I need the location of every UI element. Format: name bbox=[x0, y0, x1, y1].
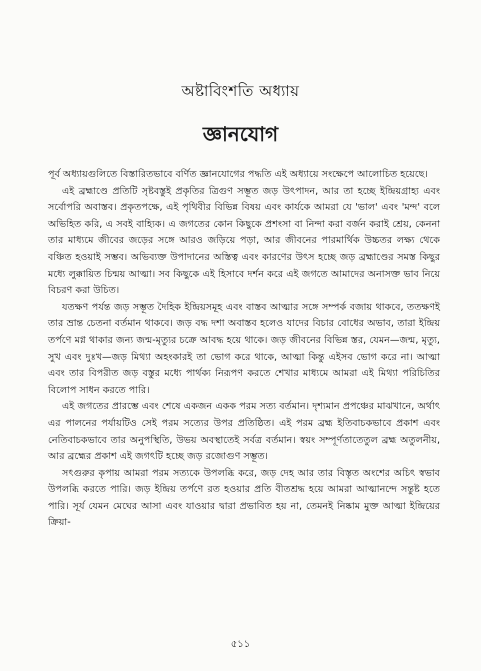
paragraph-intro: পূর্ব অধ্যায়গুলিতে বিস্তারিতভাবে বর্ণিত জ্ঞানযোগের পদ্ধতি এই অধ্যায়ে সংক্ষেপে আলোচিত হয়েছে। bbox=[48, 169, 428, 180]
paragraph: এই ব্রহ্মাণ্ডে প্রতিটি সৃষ্টবস্তুই প্রকৃতির ত্রিগুণ সম্ভূত জড় উৎপাদন, আর তা হচ্ছে ইন্দ্রিয়গ্রাহ্য এবং সর্বোপরি অবাস্তব। প্রকৃতপক্ষে, এই পৃথিবীর বিভিন্ন বিষয় এবং কার্যকে আমরা যে 'ভাল' এবং 'মন্দ' বলে অভিহিত করি, এ সবই বাহ্যিক। এ জগতের কোন কিছুকে প্রশংসা বা নিন্দা করা বর্জন করাই শ্রেয়, কেননা তার মাধ্যমে জীবের জড়ের সঙ্গে আরও জড়িয়ে পড়া, আর জীবনের পারমার্থিক উচ্চতর লক্ষ্য থেকে বঞ্চিত হওয়াই সম্ভব। অভিব্যক্ত উপাদানের অস্তিত্ব এবং কারণের উৎস হচ্ছে জড় ব্রহ্মাণ্ডের সমস্ত কিছুর মধ্যে লুক্কায়িত চিন্ময় আত্মা। সব কিছুকে এই হিসাবে দর্শন করে এই জগতে আমাদের অনাসক্ত ভাব নিয়ে বিচরণ করা উচিত। bbox=[48, 185, 440, 297]
chapter-number-heading: অষ্টাবিংশতি অধ্যায় bbox=[181, 82, 300, 100]
chapter-title: জ্ঞানযোগ bbox=[202, 122, 279, 146]
page-number: ৫১১ bbox=[230, 639, 251, 650]
paragraph: সৎগুরুর কৃপায় আমরা পরম সত্যকে উপলব্ধি করে, জড় দেহ আর তার বিস্তৃত অংশের অচিৎ স্বভাব উপলব্ধি করতে পারি। জড় ইন্দ্রিয় তর্পণে রত হওয়ার প্রতি বীতশ্রদ্ধ হয়ে আমরা আত্মানন্দে সন্তুষ্ট হতে পারি। সূর্য যেমন মেঘের আসা এবং যাওয়ার দ্বারা প্রভাবিত হয় না, তেমনই নিষ্কাম মুক্ত আত্মা ইন্দ্রিয়ের ক্রিয়া- bbox=[48, 467, 440, 529]
paragraph: যতক্ষণ পর্যন্ত জড় সম্ভূত দৈহিক ইন্দ্রিয়সমূহ এবং বাস্তব আত্মার সঙ্গে সম্পর্ক বজায় থাকবে, ততক্ষণই তার ভ্রান্ত চেতনা বর্তমান থাকবে। জড় বদ্ধ দশা অবাস্তব হলেও যাদের বিচার বোধের অভাব, তারা ইন্দ্রিয় তর্পণে মগ্ন থাকার জন্য জন্ম-মৃত্যুর চক্রে আবদ্ধ হয়ে থাকে। জড় জীবনের বিভিন্ন স্তর, যেমন—জন্ম, মৃত্যু, সুখ এবং দুঃখ—জড় মিথ্যা অহংকারই তা ভোগ করে থাকে, আত্মা কিন্তু এইসব ভোগ করে না। আত্মা এবং তার বিপরীত জড় বস্তুর মধ্যে পার্থক্য নিরূপণ করতে শেখার মাধ্যমে আমরা এই মিথ্যা পরিচিতির বিলোপ সাধন করতে পারি। bbox=[48, 301, 440, 396]
body-text bbox=[48, 167, 440, 532]
paragraph: এই জগতের প্রারম্ভে এবং শেষে একজন একক পরম সত্য বর্তমান। দৃশ্যমান প্রপঞ্চের মাঝখানে, অর্থাৎ এর পালনের পর্যায়টিও সেই পরম সত্যের উপর প্রতিষ্ঠিত। এই পরম ব্রহ্ম ইতিবাচকভাবে প্রকাশ এবং নেতিবাচকভাবে তার অনুপস্থিতি, উভয় অবস্থাতেই সর্বত্র বর্তমান। স্বয়ং সম্পূর্ণতাতেতুল ব্রহ্ম অতুলনীয়, আর ব্রহ্মের প্রকাশ এই জগৎটি হচ্ছে জড় রজোগুণ সম্ভূত। bbox=[48, 401, 440, 463]
